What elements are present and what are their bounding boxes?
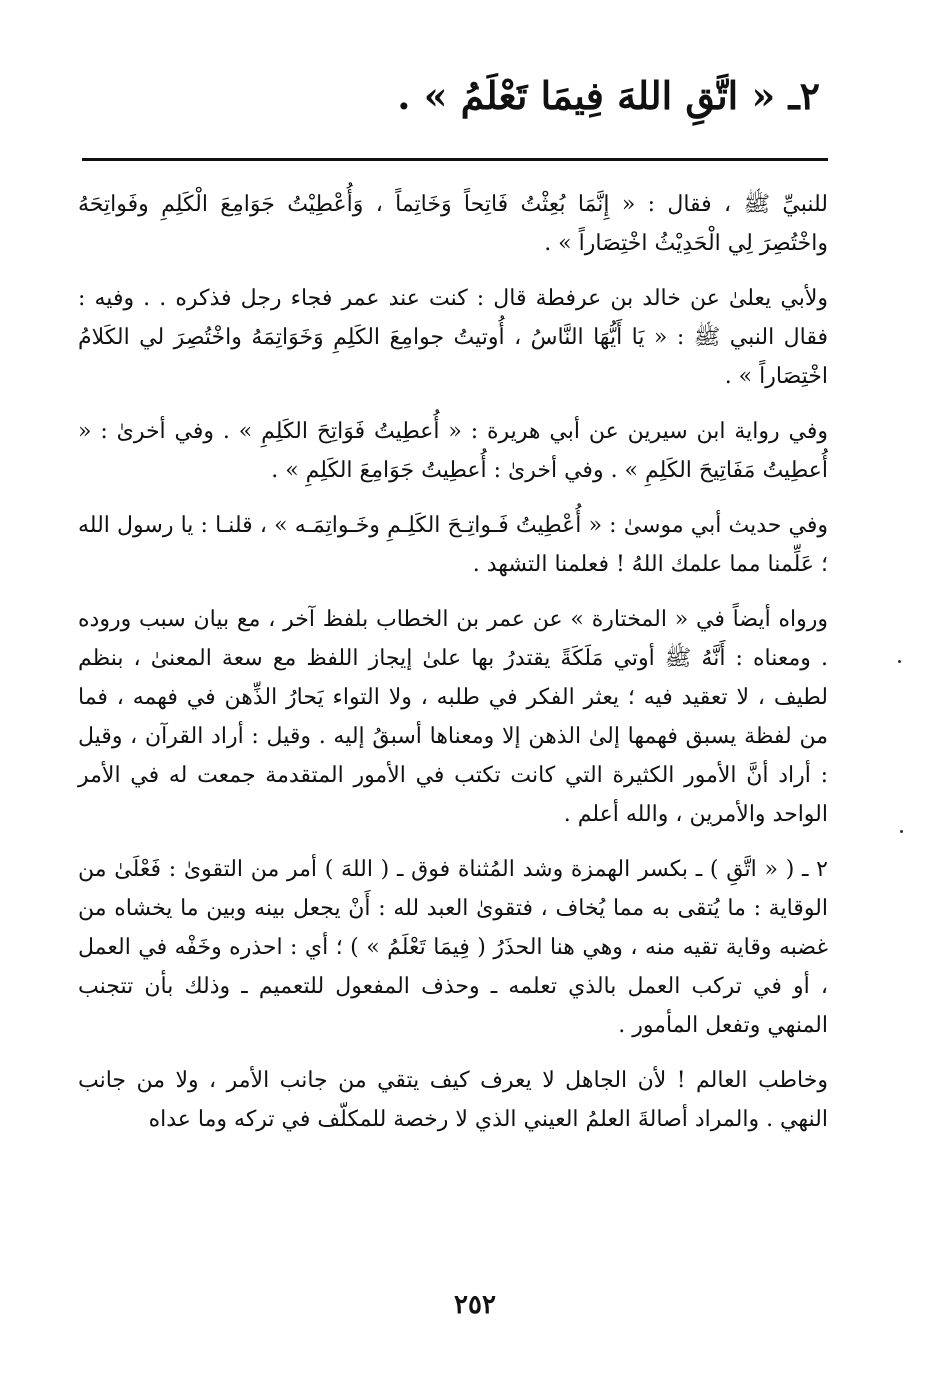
header-divider bbox=[82, 158, 828, 161]
scan-speck bbox=[898, 660, 901, 663]
paragraph-6: ٢ ـ ( « اتَّقِ ) ـ بكسر الهمزة وشد المُثناة فوق ـ ( اللهَ ) أمر من التقوىٰ : فَعْلَىٰ من الوقاية : ما يُتقى به مما يُخاف ، فتقوىٰ العبد لله : أَنْ يجعل بينه وبين ما يخشاه من غضبه وقاية تقيه منه ، وهي هنا الحذَرُ ( فِيمَا تَعْلَمُ » ) ؛ أي : احذره وخَفْه في العمل ، أو في تركب العمل بالذي تعلمه ـ وحذف المفعول للتعميم ـ وذلك بأن تتجنب المنهي وتفعل المأمور . bbox=[78, 857, 828, 1038]
section-heading: ٢ـ « اتَّقِ اللهَ فِيمَا تَعْلَمُ » . bbox=[397, 73, 820, 118]
paragraph-3: وفي رواية ابن سيرين عن أبي هريرة : « أُعطِيتُ فَوَاتِحَ الكَلِمِ » . وفي أخرىٰ : « أُعطِيتُ مَفَاتِيحَ الكَلِمِ » . وفي أخرىٰ : أُعطِيتُ جَوَامِعَ الكَلِمِ » . bbox=[78, 419, 828, 483]
paragraph-2: ولأبي يعلىٰ عن خالد بن عرفطة قال : كنت عند عمر فجاء رجل فذكره . . وفيه : فقال النبي ﷺ : « يَا أَيُّهَا النَّاسُ ، أُوتيتُ جوامِعَ الكَلِمِ وَخَوَاتِمَهُ واخْتُصِرَ لي الكَلامُ اخْتِصَاراً » . bbox=[78, 286, 828, 389]
paragraph-1: للنبيِّ ﷺ ، فقال : « إِنَّمَا بُعِثْتُ فَاتِحاً وَخَاتِماً ، وَأُعْطِيْتُ جَوَامِعَ الْكَلِمِ وفَواتِحَهُ واخْتُصِرَ لِي الْحَدِيْثُ اخْتِصَاراً » . bbox=[78, 192, 828, 256]
paragraph-5: ورواه أيضاً في « المختارة » عن عمر بن الخطاب بلفظ آخر ، مع بيان سبب وروده . ومعناه : أَنَّهُ ﷺ أوتي مَلَكَةً يقتدرُ بها علىٰ إيجاز اللفظ مع سعة المعنىٰ ، بنظم لطيف ، لا تعقيد فيه ؛ يعثر الفكر في طلبه ، ولا التواء يَحارُ الذِّهن في فهمه ، فما من لفظة يسبق فهمها إلىٰ الذهن إلا ومعناها أسبقُ إليه . وقيل : أراد القرآن ، وقيل : أراد أنَّ الأمور الكثيرة التي كانت تكتب في الأمور المتقدمة جمعت له في الأمر الواحد والأمرين ، والله أعلم . bbox=[78, 607, 828, 827]
page-body bbox=[78, 185, 828, 1139]
paragraph-4: وفي حديث أبي موسىٰ : « أُعْطِيتُ فَـواتِـحَ الكَلِـمِ وخَـواتِمَـه » ، قلنـا : يا رسول الله ؛ عَلِّمنا مما علمك اللهُ ! فعلمنا التشهد . bbox=[78, 513, 828, 577]
paragraph-7: وخاطب العالم ! لأن الجاهل لا يعرف كيف يتقي من جانب الأمر ، ولا من جانب النهي . والمراد أصالةَ العلمُ العيني الذي لا رخصة للمكلّف في تركه وما عداه bbox=[78, 1068, 828, 1132]
scan-speck bbox=[900, 830, 903, 833]
page-number: ٢٥٢ bbox=[454, 1290, 496, 1320]
